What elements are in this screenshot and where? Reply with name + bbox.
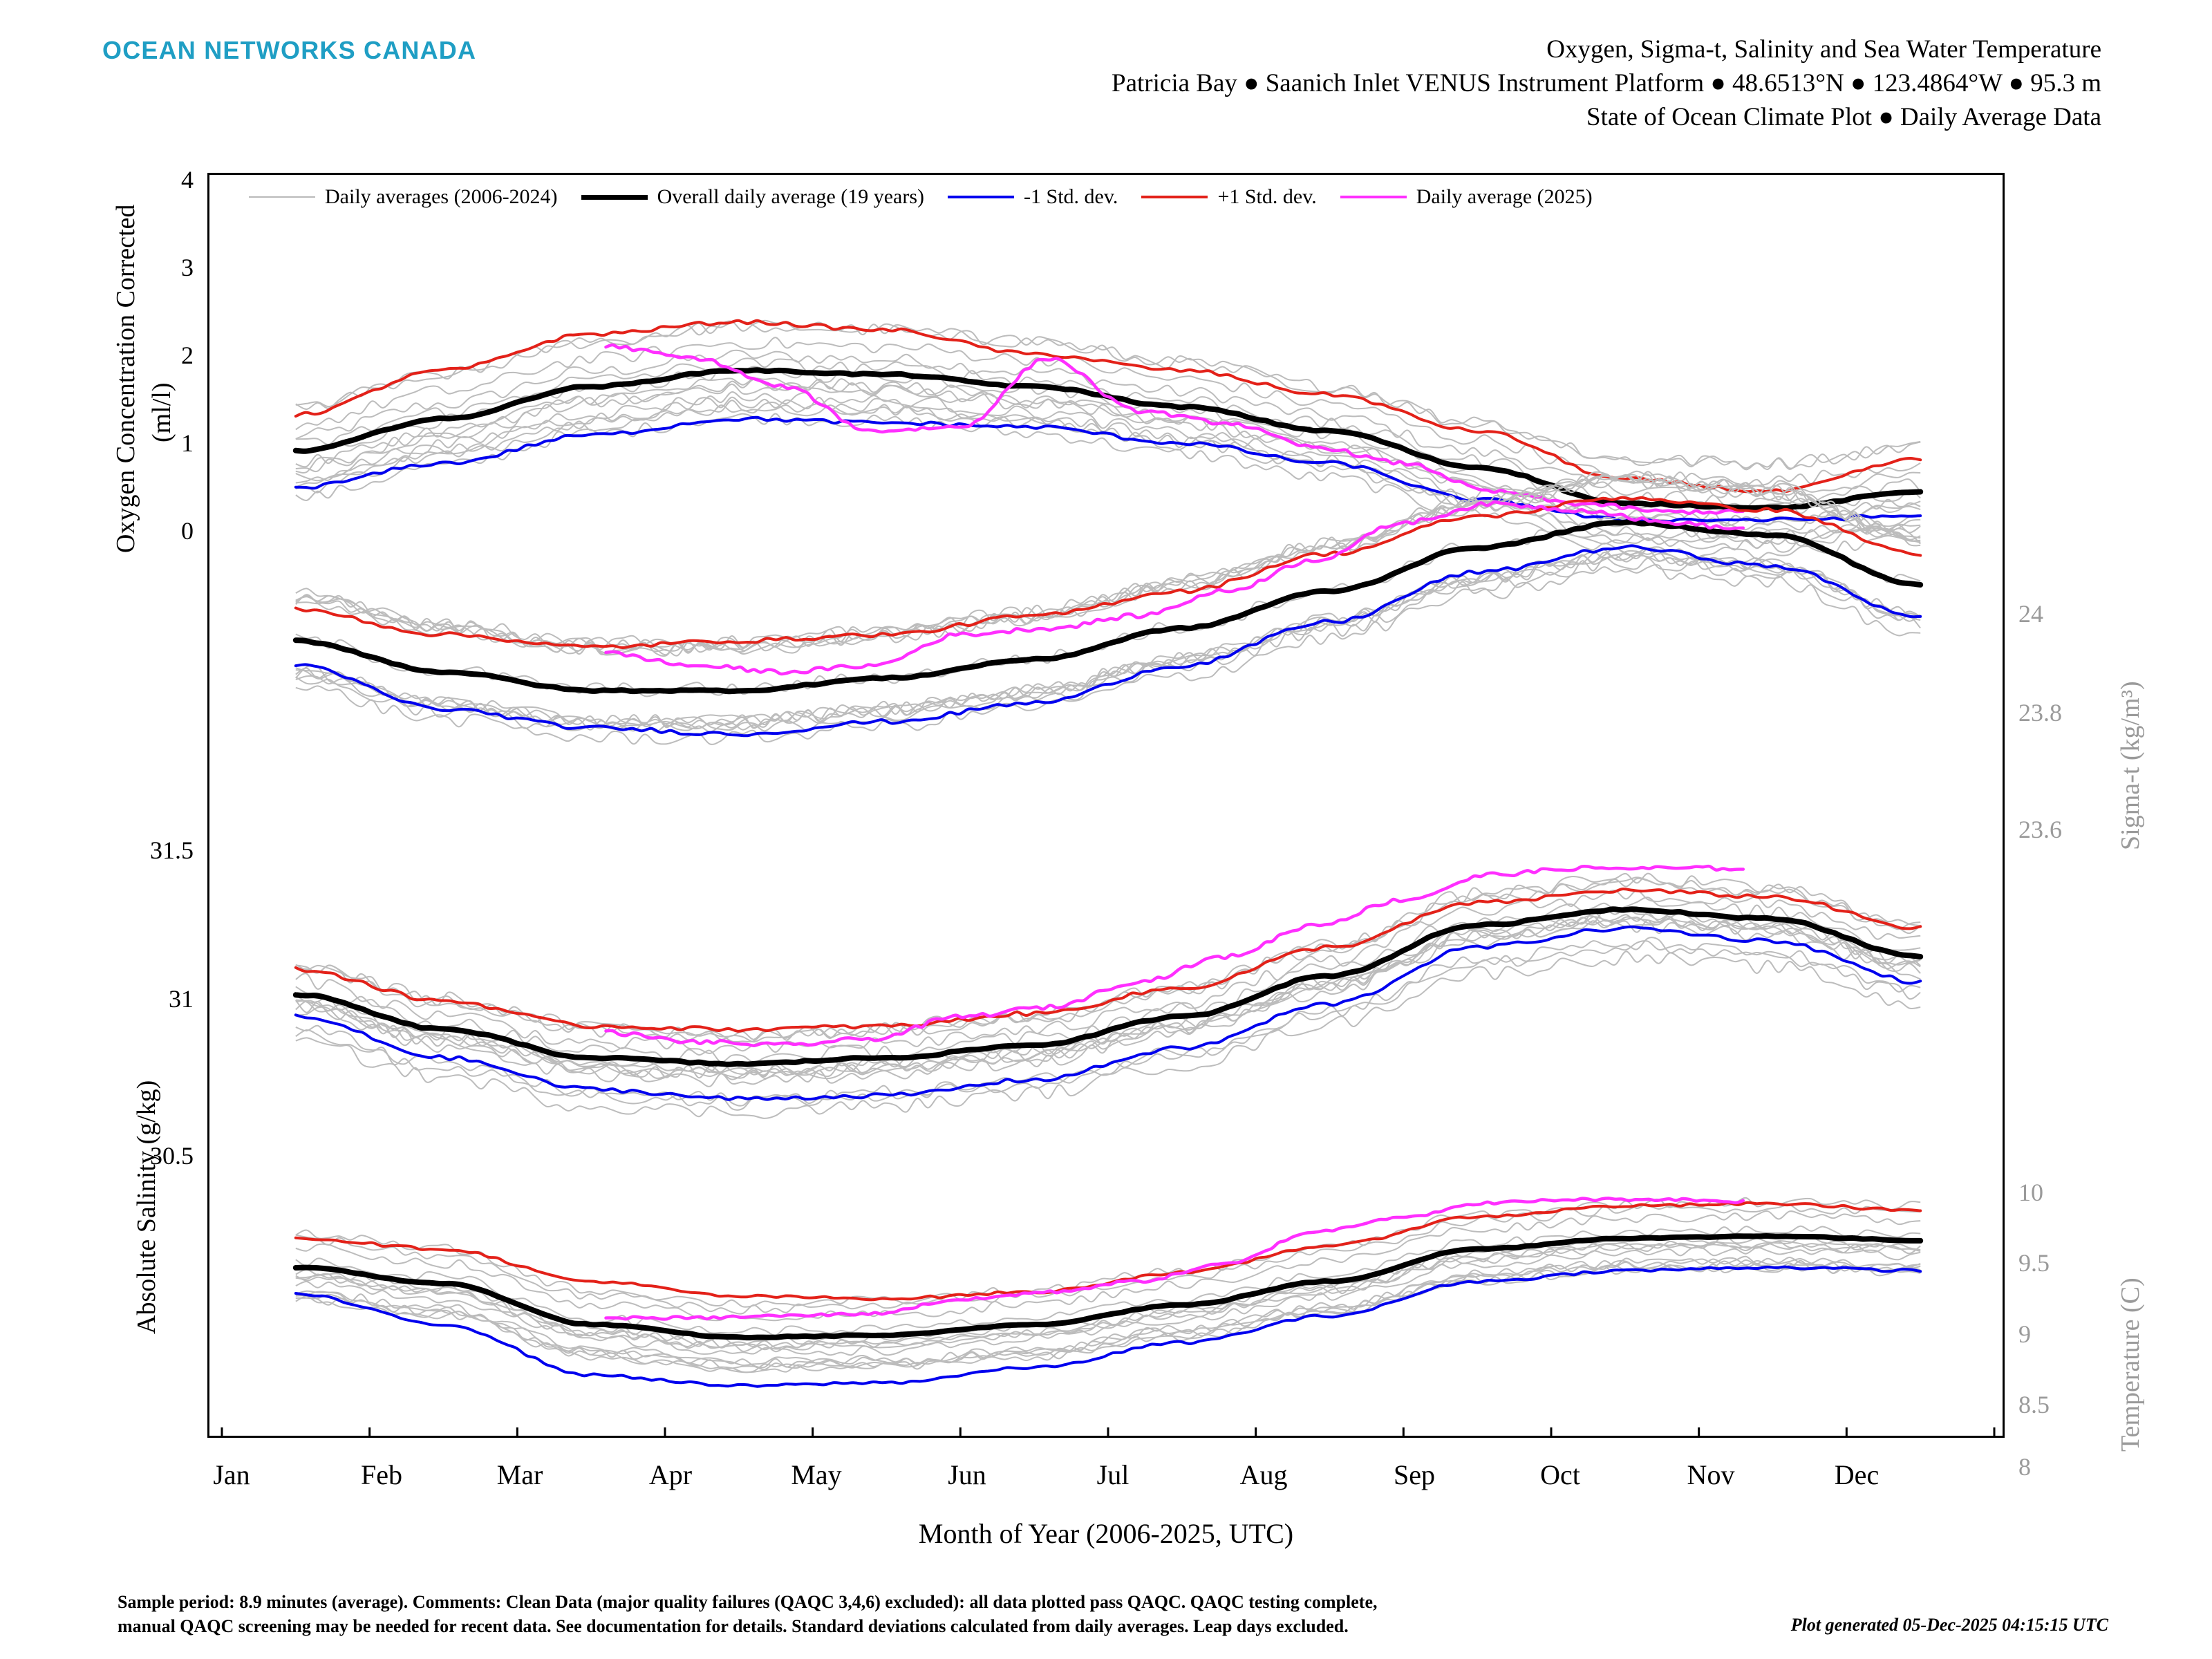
ocean-networks-canada-logo: OCEAN NETWORKS CANADA xyxy=(102,36,477,64)
historical-trace xyxy=(296,1243,1920,1351)
historical-trace xyxy=(296,917,1920,1079)
x-tick-nov: Nov xyxy=(1687,1459,1735,1490)
x-tick-sep: Sep xyxy=(1394,1459,1435,1490)
temperature-tick-9: 9 xyxy=(2018,1320,2031,1348)
legend-swatch-2 xyxy=(948,196,1014,198)
x-tick-jun: Jun xyxy=(948,1459,986,1490)
salinity-tick-315: 31.5 xyxy=(150,836,194,864)
title-line-2: Patricia Bay ● Saanich Inlet VENUS Instrument Platform ● 48.6513°N ● 123.4864°W ● 95.3 m xyxy=(1112,68,2101,97)
series-1 xyxy=(296,321,1920,492)
legend-label-4: Daily average (2025) xyxy=(1416,185,1593,208)
footer-notes xyxy=(118,1590,1749,1638)
plot-area xyxy=(207,173,2005,1438)
sigma-tick-236: 23.6 xyxy=(2018,816,2062,843)
oxygen-tick-0: 0 xyxy=(181,517,194,545)
footer-line-2: manual QAQC screening may be needed for recent data. See documentation for details. Standard deviations calculated from daily averages. Leap days excluded. xyxy=(118,1616,1349,1637)
legend-item-3 xyxy=(1141,185,1316,209)
oxygen-tick-1: 1 xyxy=(181,429,194,457)
x-tick-feb: Feb xyxy=(361,1459,402,1490)
legend-item-2 xyxy=(948,185,1118,209)
oxygen-axis-title: Oxygen Concentration Corrected xyxy=(111,204,140,553)
x-tick-jan: Jan xyxy=(213,1459,250,1490)
legend-item-0 xyxy=(249,185,558,209)
x-tick-oct: Oct xyxy=(1540,1459,1580,1490)
historical-trace xyxy=(296,916,1920,1078)
oxygen-tick-3: 3 xyxy=(181,254,194,281)
legend-item-1 xyxy=(581,185,924,209)
legend-label-1: Overall daily average (19 years) xyxy=(657,185,925,208)
temperature-tick-85: 8.5 xyxy=(2018,1391,2050,1418)
temperature-tick-10: 10 xyxy=(2018,1179,2043,1206)
salinity-tick-305: 30.5 xyxy=(150,1142,194,1170)
x-tick-may: May xyxy=(791,1459,842,1490)
sigma-tick-238: 23.8 xyxy=(2018,699,2062,727)
oxygen-tick-4: 4 xyxy=(181,166,194,194)
legend-label-0: Daily averages (2006-2024) xyxy=(325,185,558,208)
x-tick-dec: Dec xyxy=(1834,1459,1880,1490)
x-tick-mar: Mar xyxy=(496,1459,543,1490)
oxygen-axis-title-units: (ml/l) xyxy=(147,382,176,442)
legend-label-2: -1 Std. dev. xyxy=(1024,185,1118,208)
oxygen-tick-2: 2 xyxy=(181,341,194,369)
legend-swatch-1 xyxy=(581,195,648,200)
temperature-axis-title: Temperature (C) xyxy=(2116,1277,2145,1452)
title-line-1: Oxygen, Sigma-t, Salinity and Sea Water Temperature xyxy=(1546,35,2101,64)
generated-timestamp: Plot generated 05-Dec-2025 04:15:15 UTC xyxy=(1790,1615,2108,1635)
footer-line-1: Sample period: 8.9 minutes (average). Comments: Clean Data (major quality failures (QAQC 3,4,6) excluded): all data plotted pass QAQC. QAQC testing complete, xyxy=(118,1592,1378,1612)
plot-title-block xyxy=(1112,33,2101,134)
x-tick-aug: Aug xyxy=(1239,1459,1288,1490)
legend-swatch-0 xyxy=(249,196,315,198)
historical-trace xyxy=(296,1205,1920,1314)
salinity-axis-title: Absolute Salinity (g/kg) xyxy=(132,1080,161,1334)
historical-trace xyxy=(296,472,1920,650)
panel-2 xyxy=(296,866,1920,1118)
x-axis-title: Month of Year (2006-2025, UTC) xyxy=(918,1518,1294,1549)
legend-item-4 xyxy=(1340,185,1593,209)
x-tick-apr: Apr xyxy=(648,1459,693,1490)
title-line-3: State of Ocean Climate Plot ● Daily Average Data xyxy=(1586,102,2101,131)
plot-legend xyxy=(249,185,1616,209)
sigma-axis-title: Sigma-t (kg/m³) xyxy=(2116,681,2145,850)
legend-label-3: +1 Std. dev. xyxy=(1217,185,1317,208)
plot-canvas xyxy=(209,175,2005,1438)
legend-swatch-4 xyxy=(1340,196,1407,198)
historical-trace xyxy=(296,565,1920,744)
series-0 xyxy=(296,522,1920,691)
legend-swatch-3 xyxy=(1141,196,1208,198)
salinity-tick-31: 31 xyxy=(169,985,194,1013)
temperature-tick-95: 9.5 xyxy=(2018,1249,2050,1277)
historical-trace xyxy=(296,392,1920,538)
historical-trace xyxy=(296,1198,1920,1307)
temperature-tick-8: 8 xyxy=(2018,1453,2031,1481)
panel-3 xyxy=(296,1198,1920,1387)
x-tick-jul: Jul xyxy=(1096,1459,1130,1490)
historical-trace xyxy=(296,397,1920,544)
sigma-tick-24: 24 xyxy=(2018,600,2043,628)
